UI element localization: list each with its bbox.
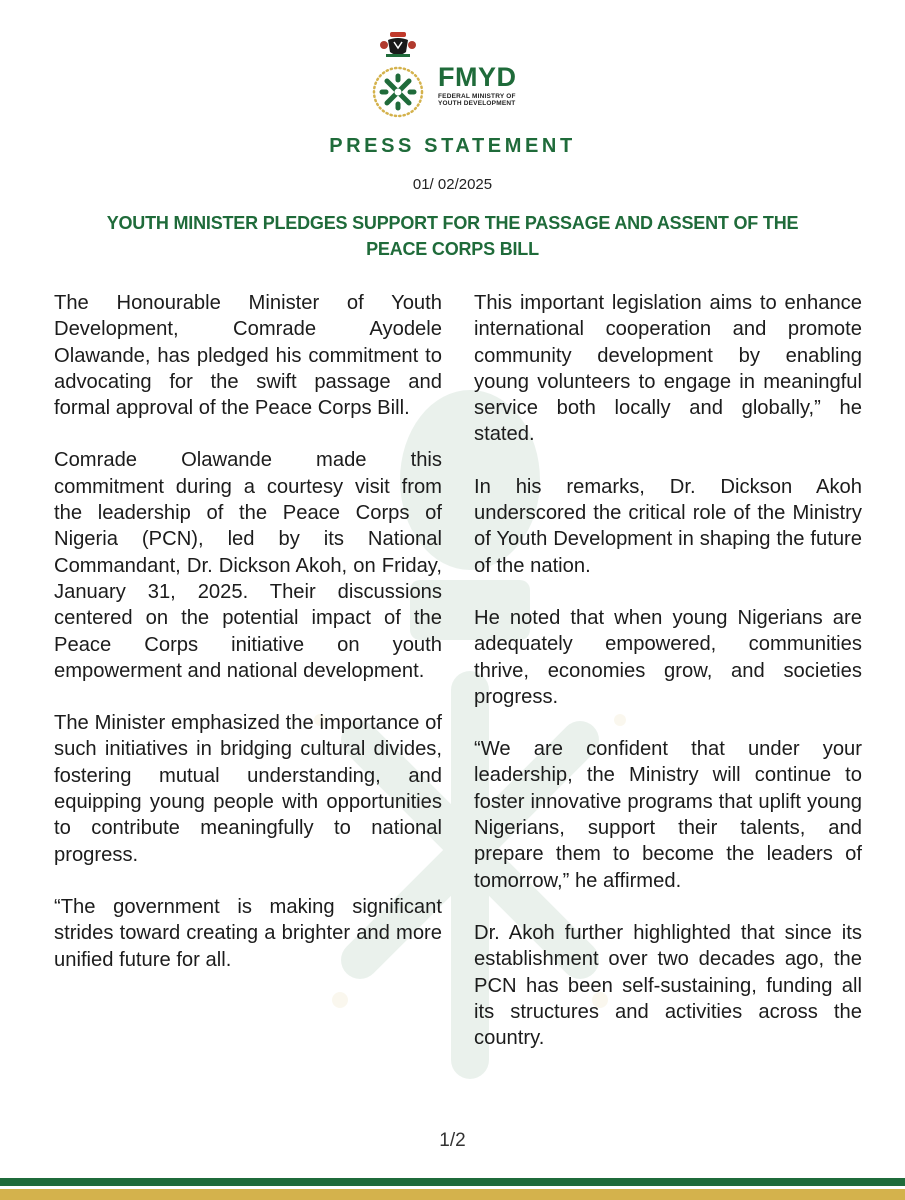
paragraph: In his remarks, Dr. Dickson Akoh underscored the critical role of the Ministry of Youth Development in shaping the future of the nation. [474,475,862,577]
paragraph: Comrade Olawande made this commitment during a courtesy visit from the leadership of the Peace Corps of Nigeria (PCN), led by its National Commandant, Dr. Dickson Akoh, on Friday, January 31, 2025. Their discussions centered on the potential impact of the Peace Corps initiative on youth empowerment and national development. [54,449,442,682]
headline: YOUTH MINISTER PLEDGES SUPPORT FOR THE PASSAGE AND ASSENT OF THE PEACE CORPS BILL [106,213,799,259]
paragraph: He noted that when young Nigerians are adequately empowered, communities thrive, economies grow, and societies progress. [474,606,862,708]
paragraph: Dr. Akoh further highlighted that since its establishment over two decades ago, the PCN has been self-sustaining, funding all its structures and activities across the country. [474,921,862,1050]
document-date: 01/ 02/2025 [412,176,493,193]
left-column [54,290,442,999]
paragraph: “We are confident that under your leadership, the Ministry will continue to foster innovative programs that uplift young Nigerians, support their talents, and prepare them to become the leaders of tomorrow,” he affirmed. [474,738,862,892]
footer-gold-bar [0,1189,905,1200]
footer-green-bar [0,1178,905,1186]
page-number: 1/2 [439,1130,466,1151]
paragraph: The Minister emphasized the importance of such initiatives in bridging cultural divides, fostering mutual understanding, and equipping young people with opportunities to contribute meaningfully to national progress. [54,712,442,866]
paragraph: The Honourable Minister of Youth Development, Comrade Ayodele Olawande, has pledged his commitment to advocating for the swift passage and formal approval of the Peace Corps Bill. [54,292,442,420]
dotted-ring-logo-icon [374,68,422,116]
letterhead [0,28,905,118]
paragraph: This important legislation aims to enhance international cooperation and promote community development by enabling young volunteers to engage in meaningful service both locally and globally,” he stated. [474,292,862,446]
logo-acronym: FMYD [438,62,517,92]
right-column [474,290,862,1077]
document-type-title: PRESS STATEMENT [329,135,576,157]
logo-text [438,64,528,107]
paragraph: “The government is making significant strides toward creating a brighter and more unified future for all. [54,895,442,971]
logo-subtitle: FEDERAL MINISTRY OF YOUTH DEVELOPMENT [438,93,516,107]
coat-of-arms-icon [362,28,434,118]
